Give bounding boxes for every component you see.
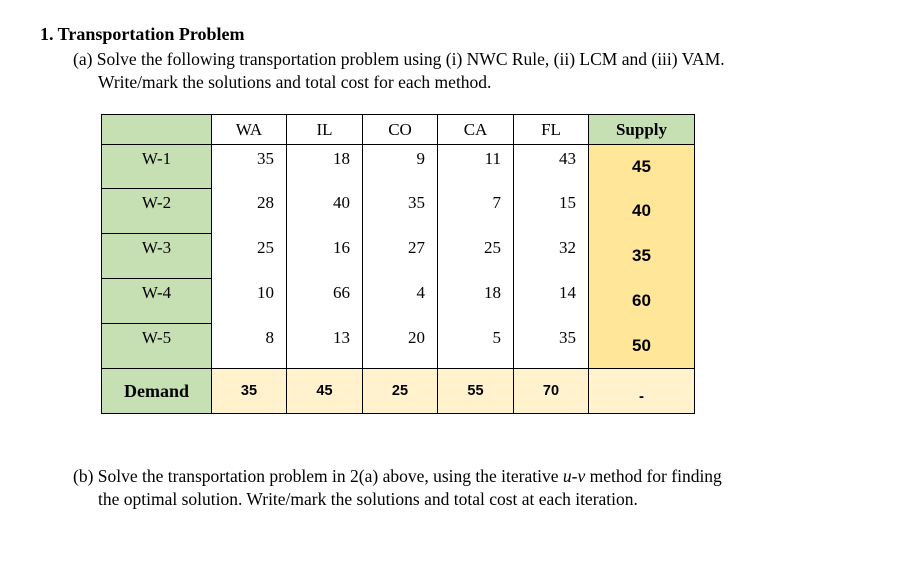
part-a-instructions	[73, 48, 873, 94]
col-header-ca: CA	[438, 115, 514, 145]
cost-cell: 66	[287, 279, 363, 324]
part-b-line-1-post: method for finding	[585, 466, 722, 486]
cost-cell: 28	[212, 189, 287, 234]
demand-cell: 70	[514, 369, 589, 414]
demand-cell: 45	[287, 369, 363, 414]
supply-header: Supply	[589, 115, 695, 145]
demand-total-value: -	[639, 387, 644, 405]
cost-cell: 25	[212, 234, 287, 279]
cost-cell: 18	[438, 279, 514, 324]
demand-row	[102, 369, 695, 414]
table-row	[102, 145, 695, 189]
cost-cell: 32	[514, 234, 589, 279]
cost-cell: 35	[212, 145, 287, 189]
part-b-line-1-pre: (b) Solve the transportation problem in 2(a) above, using the iterative	[73, 466, 563, 486]
supply-cell: 35	[589, 234, 695, 279]
transportation-table	[101, 114, 695, 414]
row-label-w3: W-3	[102, 234, 212, 279]
cost-cell: 35	[514, 324, 589, 369]
part-b-line-1	[73, 465, 873, 488]
cost-cell: 4	[363, 279, 438, 324]
cost-cell: 11	[438, 145, 514, 189]
cost-cell: 35	[363, 189, 438, 234]
col-header-fl: FL	[514, 115, 589, 145]
cost-cell: 16	[287, 234, 363, 279]
supply-cell: 40	[589, 189, 695, 234]
cost-cell: 43	[514, 145, 589, 189]
cost-cell: 10	[212, 279, 287, 324]
supply-cell: 50	[589, 324, 695, 369]
cost-cell: 20	[363, 324, 438, 369]
problem-title: 1. Transportation Problem	[40, 24, 245, 44]
cost-cell: 18	[287, 145, 363, 189]
cost-cell: 13	[287, 324, 363, 369]
cost-cell: 5	[438, 324, 514, 369]
col-header-wa: WA	[212, 115, 287, 145]
demand-cell: 25	[363, 369, 438, 414]
row-label-w5: W-5	[102, 324, 212, 369]
demand-cell: 35	[212, 369, 287, 414]
row-label-w2: W-2	[102, 189, 212, 234]
cost-cell: 25	[438, 234, 514, 279]
cost-cell: 9	[363, 145, 438, 189]
col-header-co: CO	[363, 115, 438, 145]
supply-cell: 60	[589, 279, 695, 324]
cost-cell: 27	[363, 234, 438, 279]
col-header-il: IL	[287, 115, 363, 145]
cost-cell: 8	[212, 324, 287, 369]
demand-total-cell	[589, 369, 695, 414]
cost-cell: 14	[514, 279, 589, 324]
cost-cell: 15	[514, 189, 589, 234]
cost-cell: 40	[287, 189, 363, 234]
part-a-line-2: Write/mark the solutions and total cost for each method.	[98, 72, 492, 92]
table-row	[102, 279, 695, 324]
supply-cell: 45	[589, 145, 695, 189]
table-row	[102, 324, 695, 369]
cost-cell: 7	[438, 189, 514, 234]
part-b-instructions	[73, 465, 873, 511]
row-label-w1: W-1	[102, 145, 212, 189]
corner-cell	[102, 115, 212, 145]
uv-method-term: u-v	[562, 466, 586, 486]
table-row	[102, 234, 695, 279]
row-label-w4: W-4	[102, 279, 212, 324]
demand-cell: 55	[438, 369, 514, 414]
part-b-line-2: the optimal solution. Write/mark the solutions and total cost at each iteration.	[98, 489, 638, 509]
table-row	[102, 189, 695, 234]
header-row	[102, 115, 695, 145]
demand-label: Demand	[102, 369, 212, 414]
part-a-line-1: (a) Solve the following transportation problem using (i) NWC Rule, (ii) LCM and (iii) VAM.	[73, 49, 725, 69]
